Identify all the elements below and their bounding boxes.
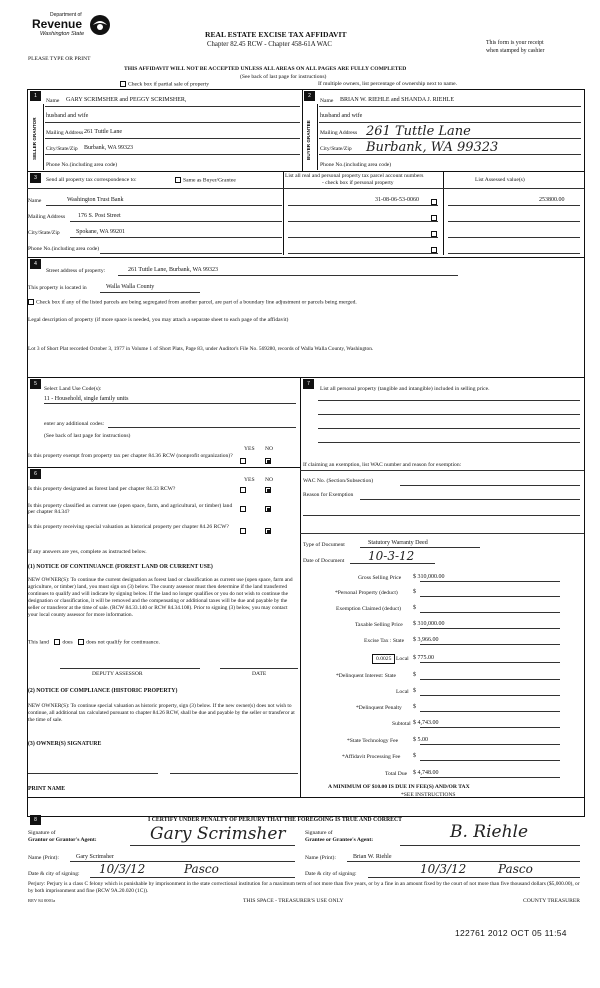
logo-swirl-icon [88,14,112,36]
dor-logo [30,12,114,46]
corr-name-label: Name [28,198,42,204]
taxable-label: Taxable Selling Price [355,622,403,628]
buyer-name-label: Name [320,98,334,104]
subtotal-label: Subtotal [392,721,411,727]
personal-deduct-label: *Personal Property (deduct) [335,590,398,596]
does-checkbox[interactable] [54,639,60,645]
seller-address-label: Mailing Address [46,130,84,136]
exemption-deduct-value[interactable]: $ [413,605,416,611]
exemption-claim-label: If claiming an exemption, list WAC number and reason for exemption: [303,462,462,468]
buyer-phone-label: Phone No.(including area code) [320,162,392,168]
s6-no-header: NO [265,477,274,483]
subtotal-value[interactable]: $ 4,743.00 [413,720,439,726]
does-not-checkbox[interactable] [78,639,84,645]
grantee-date-label: Date & city of signing: [305,871,357,877]
logo-text-3: Washington State [40,31,85,37]
county-treasurer-label: COUNTY TREASURER [523,898,581,904]
interest-local-value[interactable]: $ [413,688,416,694]
forest-question: Is this property designated as forest land per chapter 84.33 RCW? [28,486,176,492]
see-instructions-note: *SEE INSTRUCTIONS [401,792,456,798]
segregated-option[interactable] [28,299,357,305]
legal-description-field[interactable]: Lot 3 of Short Plat recorded October 3, 1977 in Volume 1 of Short Plats, Page 83, under Auditor's File No. 569280, records of Walla Walla County, Washington. [28,346,374,352]
doc-type-label: Type of Document [303,542,345,548]
does-not-label: does not qualify for continuance. [86,639,160,646]
exempt-question: Is this property exempt from property tax per chapter 84.36 RCW (nonprofit organization)? [28,453,233,459]
same-as-buyer-option[interactable] [175,177,236,183]
local-tax-value[interactable]: $ 775.00 [413,655,434,661]
seller-city-label: City/State/Zip [46,146,78,152]
interest-state-value[interactable]: $ [413,672,416,678]
parcel-header-2: - check box if personal property [322,180,394,186]
street-field[interactable]: 261 Tuttle Lane, Burbank, WA 99323 [128,267,219,273]
section-4-marker: 4 [30,259,41,269]
grantee-city-field[interactable]: Pasco [498,862,533,876]
corr-phone-label: Phone No.(including area code) [28,246,100,252]
minimum-fee-note: A MINIMUM OF $10.00 IS DUE IN FEE(S) AND/OR TAX [328,784,470,790]
land-use-code-field[interactable]: 11 - Household, single family units [44,396,129,402]
exempt-yes-checkbox[interactable] [240,458,246,464]
section-6-marker: 6 [30,469,41,479]
section-1-marker: 1 [30,91,41,101]
continuance-title: (1) NOTICE OF CONTINUANCE (FOREST LAND OR CURRENT USE) [28,564,213,570]
page-subtitle: Chapter 82.45 RCW - Chapter 458-61A WAC [207,41,332,48]
tech-fee-value[interactable]: $ 5.00 [413,737,428,743]
current-use-yes-checkbox[interactable] [240,506,246,512]
segregated-label: Check box if any of the listed parcels are being segregated from another parcel, are part of a boundary line adjustment or parcels being merged. [36,299,357,306]
rate-box: 0.0025 [372,654,395,664]
taxable-value[interactable]: $ 310,000.00 [413,621,445,627]
street-label: Street address of property: [46,268,106,274]
compliance-title: (2) NOTICE OF COMPLIANCE (HISTORIC PROPERTY) [28,688,178,694]
personal-deduct-value[interactable]: $ [413,589,416,595]
state-tax-value[interactable]: $ 3,966.00 [413,637,439,643]
buyer-city-field[interactable]: Burbank, WA 99323 [366,140,499,155]
section-5-marker: 5 [30,379,41,389]
form-revision: REV 84 0001a [28,898,56,903]
seller-phone-label: Phone No.(including area code) [46,162,118,168]
land-use-label: Select Land Use Code(s): [44,386,102,392]
current-use-no-checkbox[interactable] [265,506,271,512]
forest-yes-checkbox[interactable] [240,487,246,493]
buyer-address-field[interactable]: 261 Tuttle Lane [366,124,471,139]
print-name-label: PRINT NAME [28,786,66,792]
exempt-yes-header: YES [244,446,255,452]
seller-address-field[interactable]: 261 Tuttle Lane [84,129,123,135]
legal-description-label: Legal description of property (if more space is needed, you may attach a separate sheet to each page of the affidavit) [28,317,289,323]
location-field[interactable]: Walla Walla County [106,284,155,290]
perjury-statement: Perjury: Perjury is a class C felony which is punishable by imprisonment in the state correctional institution for a maximum term of not more than five years, or by a fine in an amount fixed by the court of not more than five thousand dollars ($5,000.00), or by both imprisonment and fine (RCW 9A.20.020 (1C)). [28,881,580,894]
assessed-header: List Assessed value(s) [475,177,525,183]
type-or-print: PLEASE TYPE OR PRINT [28,56,91,62]
warning-text: THIS AFFIDAVIT WILL NOT BE ACCEPTED UNLESS ALL AREAS ON ALL PAGES ARE FULLY COMPLETED [124,66,407,72]
forest-no-checkbox[interactable] [265,487,271,493]
exemption-deduct-label: Exemption Claimed (deduct) [336,606,401,612]
seller-name-field[interactable]: GARY SCRIMSHER and PEGGY SCRIMSHER, [66,97,187,103]
buyer-address-label: Mailing Address [320,130,358,136]
correspondence-label: Send all property tax correspondence to: [46,177,137,183]
segregated-checkbox[interactable] [28,299,34,305]
receipt-note-2: when stamped by cashier [486,48,545,54]
historic-question: Is this property receiving special valuation as historical property per chapter 84.26 RCW? [28,524,229,530]
grantee-sig-label: Signature of [305,830,333,836]
receipt-note: This form is your receipt [486,40,544,46]
seller-city-field[interactable]: Burbank, WA 99323 [84,145,134,151]
gross-label: Gross Selling Price [358,575,402,581]
this-land-label: This land [28,639,49,646]
affidavit-fee-label: *Affidavit Processing Fee [342,754,401,760]
grantor-name-label: Name (Print): [28,855,59,861]
deputy-date-label: DATE [252,671,267,677]
treasurer-space-label: THIS SPACE - TREASURER'S USE ONLY [243,898,344,904]
exempt-no-checkbox[interactable] [265,458,271,464]
receipt-stamp: 122761 2012 OCT 05 11:54 [455,928,567,938]
personal-property-label: List all personal property (tangible and intangible) included in selling price. [320,386,490,392]
seller-name-label: Name [46,98,60,104]
grantee-date-field[interactable]: 10/3/12 [420,862,467,876]
corr-city-label: City/State/Zip [28,230,60,236]
grantor-sig-label-2: Grantor or Grantor's Agent: [28,837,97,843]
grantee-sig-label-2: Grantee or Grantee's Agent: [305,837,374,843]
grantee-name-field[interactable]: Brian W. Riehle [353,854,392,860]
does-label: does [62,639,73,646]
local-tax-label: Local [396,656,409,662]
partial-sale-label: Check box if partial sale of property [128,81,210,88]
additional-codes-label: enter any additional codes: [44,421,105,427]
corr-address-label: Mailing Address [28,214,66,220]
exempt-no-header: NO [265,446,274,452]
buyer-name-field[interactable]: BRIAN W. RIEHLE and SHANDA J. RIEHLE [340,97,454,103]
doc-date-label: Date of Document [303,558,345,564]
continuance-text: NEW OWNER(S): To continue the current designation as forest land or classification as current use (open space, farm and agriculture, or timber) land, you must sign on (3) below. The county assessor must then determine if the land transferred continues to qualify and will indicate by signing below. If the land no longer qualifies or you do not wish to continue the designation or classification, it will be removed and the compensating or additional taxes will be due and payable by the seller or transferor at the time of sale. (RCW 84.33.140 or RCW 84.34.108). Prior to signing (3) below, you may contact your local county assessor for more information. [28,577,293,618]
certify-statement: I CERTIFY UNDER PENALTY OF PERJURY THAT THE FOREGOING IS TRUE AND CORRECT [148,817,403,823]
section-7-marker: 7 [303,379,314,389]
partial-sale-checkbox[interactable] [120,81,126,87]
interest-state-label: *Delinquent Interest: State [336,673,396,679]
location-label: This property is located in [28,285,87,291]
seller-name-field-2[interactable]: husband and wife [46,113,89,119]
deputy-assessor-label: DEPUTY ASSESSOR [92,671,143,677]
affidavit-fee-value[interactable]: $ [413,753,416,759]
continuance-qualify [28,639,160,645]
partial-sale-checkbox-row[interactable] [120,81,209,87]
same-as-buyer-checkbox[interactable] [175,177,181,183]
owner-signature-label: (3) OWNER(S) SIGNATURE [28,741,102,747]
section-8-marker: 8 [30,815,41,825]
grantor-sig-label: Signature of [28,830,56,836]
logo-text-1: Department of [50,12,82,18]
multiple-owners-note: If multiple owners, list percentage of ownership next to name. [318,81,458,87]
land-use-see-back: (See back of last page for instructions) [44,433,131,439]
historic-no-checkbox[interactable] [265,528,271,534]
interest-local-label: Local [396,689,409,695]
corr-address-field[interactable]: 176 S. Post Street [78,213,121,219]
tech-fee-label: *State Technology Fee [347,738,399,744]
grantee-signature[interactable]: B. Riehle [450,822,529,842]
buyer-name-field-2[interactable]: husband and wife [320,113,363,119]
grantor-date-label: Date & city of signing: [28,871,80,877]
assessed-value-field[interactable]: 253800.00 [539,197,565,203]
grantor-name-field[interactable]: Gary Scrimsher [76,854,114,860]
doc-type-field[interactable]: Statutory Warranty Deed [368,540,428,546]
total-label: Total Due [385,771,408,777]
grantee-name-label: Name (Print): [305,855,336,861]
grantor-date-field[interactable]: 10/3/12 [99,862,146,876]
if-yes-note: If any answers are yes, complete as instructed below. [28,549,147,555]
corr-city-field[interactable]: Spokane, WA 99201 [76,229,126,235]
parcel-header: List all real and personal property tax parcel account numbers [285,173,424,179]
page-title: REAL ESTATE EXCISE TAX AFFIDAVIT [205,30,347,39]
doc-date-field[interactable]: 10-3-12 [368,549,415,563]
same-as-buyer-label: Same as Buyer/Grantee [183,177,236,184]
penalty-value[interactable]: $ [413,704,416,710]
section-2-marker: 2 [304,91,315,101]
grantor-signature[interactable]: Gary Scrimsher [150,824,286,844]
compliance-text: NEW OWNER(S): To continue special valuation as historic property, sign (3) below. If the new owner(s) does not wish to continue, all additional tax calculated pursuant to chapter 84.26 RCW, shall be due and payable by the seller or transferor at the time of sale. [28,703,295,723]
reason-label: Reason for Exemption [303,492,354,498]
buyer-side-label: BUYER GRANTEE [306,120,311,160]
parcel-number-field[interactable]: 31-08-06-53-0060 [375,197,419,203]
grantor-city-field[interactable]: Pasco [184,862,219,876]
state-tax-label: Excise Tax : State [364,638,405,644]
buyer-city-label: City/State/Zip [320,146,352,152]
corr-name-field[interactable]: Washington Trust Bank [67,197,124,203]
current-use-question: Is this property classified as current use (open space, farm, and agricultural, or timber) land per chapter 84.34? [28,503,233,516]
penalty-label: *Delinquent Penalty [356,705,402,711]
seller-side-label: SELLER GRANTOR [32,117,37,160]
historic-yes-checkbox[interactable] [240,528,246,534]
section-3-marker: 3 [30,173,41,183]
gross-value[interactable]: $ 310,000.00 [413,574,445,580]
total-value[interactable]: $ 4,748.00 [413,770,439,776]
see-back-instructions: (See back of last page for instructions) [240,74,327,80]
s6-yes-header: YES [244,477,255,483]
logo-text-2: Revenue [32,17,83,31]
wac-label: WAC No. (Section/Subsection) [303,478,374,484]
